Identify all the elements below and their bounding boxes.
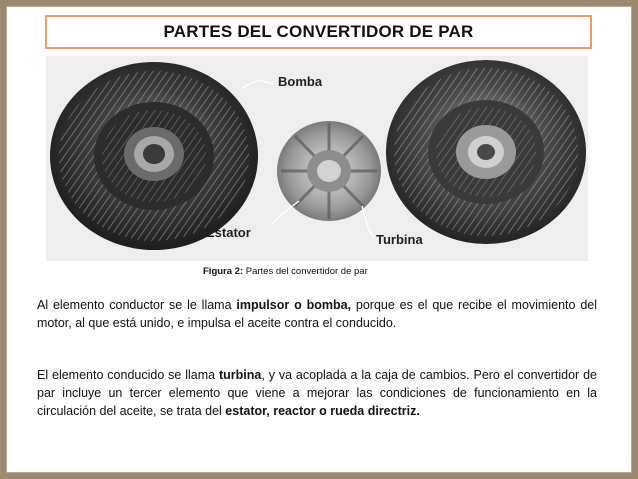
paragraph1-bold-1: impulsor o bomba, bbox=[236, 298, 352, 312]
label-bomba: Bomba bbox=[278, 74, 323, 89]
figure-caption bbox=[0, 266, 638, 277]
caption-prefix: Figura 2: bbox=[203, 266, 244, 277]
paragraph2-text-1: El elemento conducido se llama bbox=[37, 368, 219, 382]
label-turbina: Turbina bbox=[376, 232, 423, 247]
paragraph2-text-2: , y va acoplada a la caja de cambios. Pero el convertidor de par incluye un tercer elemento que viene a mejorar las condiciones de funcionamiento en la circulación del aceite, se trata del bbox=[37, 368, 597, 418]
paragraph1-text-1: Al elemento conductor se le llama bbox=[37, 298, 237, 312]
title-box bbox=[45, 15, 592, 49]
turbine-image bbox=[386, 60, 586, 244]
paragraph2-bold-1: turbina bbox=[219, 368, 262, 382]
converter-parts-photo bbox=[46, 56, 588, 261]
paragraph-turbine-stator bbox=[37, 366, 597, 420]
paragraph-pump bbox=[37, 296, 597, 332]
slide-title: PARTES DEL CONVERTIDOR DE PAR bbox=[163, 22, 474, 41]
paragraph1-text-2: porque es el que recibe el movimiento del motor, al que está unido, e impulsa el aceite contra el conducido. bbox=[37, 298, 597, 330]
label-estator: Estator bbox=[206, 225, 251, 240]
converter-illustration bbox=[46, 56, 588, 261]
paragraph2-bold-2: estator, reactor o rueda directriz. bbox=[225, 404, 420, 418]
pump-image bbox=[50, 62, 258, 250]
caption-text: Partes del convertidor de par bbox=[243, 266, 368, 277]
